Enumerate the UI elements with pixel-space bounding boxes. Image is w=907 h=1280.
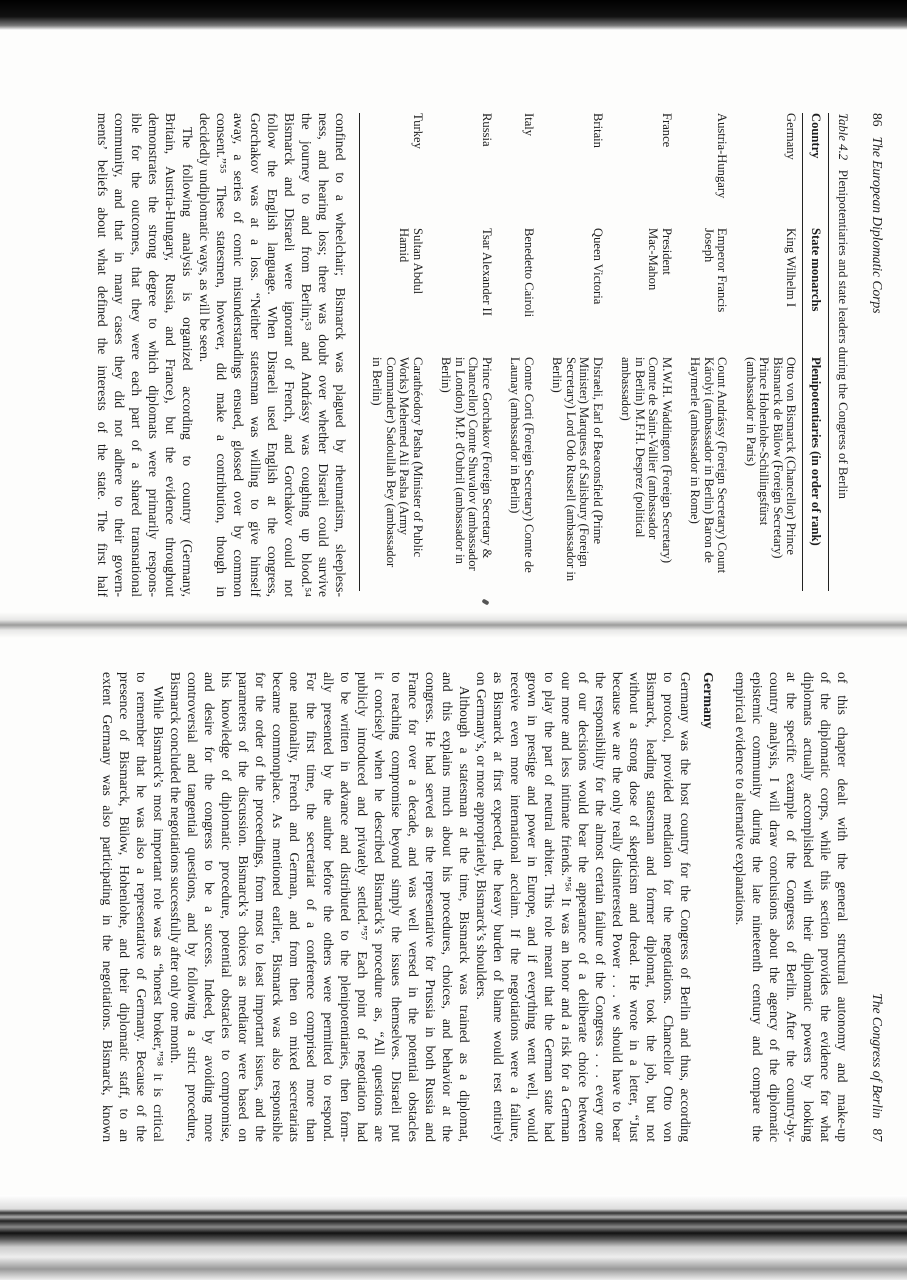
cell-plenipotentiaries	[550, 357, 604, 591]
text-line: ness, and hearing loss; there was doubt over whether Disraeli could survive	[316, 113, 331, 597]
text-line: as Bismarck at first expected, the heavy burden of blame would rest entirely	[491, 672, 506, 1142]
text-line: at the specific example of the Congress of Berlin. After the country-by-	[784, 672, 799, 1142]
paragraph	[732, 672, 851, 1142]
text-line: extent Germany was also participating in the negotiations. Bismarck, known	[100, 672, 115, 1142]
cell-line: Haymerle (ambassador in Rome)	[688, 357, 703, 524]
text-line: For the first time, the secretariat of a conference comprised more than	[304, 672, 319, 1142]
cell-line: Otto von Bismarck (Chancellor) Prince	[784, 357, 799, 555]
text-line: France for over a decade, and was well versed in the potential obstacles	[406, 672, 421, 1142]
text-line: presence of Bismarck, Bülow, Hohenlohe, and their diplomatic staff, to an	[117, 672, 132, 1142]
text-line: grown in prestige and power in Europe, and if everything went well, would	[525, 672, 540, 1142]
cell-line: Queen Victoria	[591, 228, 605, 305]
cell-line: Emperor Francis	[715, 228, 730, 313]
text-line: of this chapter dealt with the general structural autonomy and make-up	[835, 672, 850, 1142]
text-line: Britain, Austria-Hungary, Russia, and France), but the evidence throughout	[163, 113, 178, 597]
text-line: follow the English language. When Disraeli used English at the congress,	[265, 113, 280, 597]
text-line: diplomats actually accomplished with their diplomatic powers by looking	[801, 672, 816, 1142]
cell-plenipotentiaries	[619, 357, 673, 591]
cell-monarch	[508, 228, 535, 357]
plenipotentiaries-table	[359, 113, 829, 591]
section-heading: Germany	[700, 672, 715, 729]
cell-line: Berlin)	[439, 357, 454, 393]
cell-plenipotentiaries	[508, 357, 535, 591]
text-line: confined to a wheelchair; Bismarck was plagued by rheumatism, sleepless-	[333, 113, 348, 597]
text-line: community, and that in many cases they did not adhere to their govern-	[112, 113, 127, 597]
cell-country: Turkey	[411, 113, 425, 149]
table-label: Table 4.2	[836, 113, 850, 161]
cell-plenipotentiaries	[370, 357, 424, 591]
cell-country: Italy	[522, 113, 536, 137]
running-head-title: The European Diplomatic Corps	[870, 136, 885, 314]
text-line: of the diplomatic corps, while this section provides the evidence for what	[818, 672, 833, 1142]
cell-country: Russia	[480, 113, 494, 147]
text-line: the journey to and from Berlin;⁵³ and Andrássy was coughing up blood.⁵⁴	[299, 113, 314, 597]
text-line: away, a series of comic misunderstandings ensued, glossed over by common	[231, 113, 246, 597]
text-line: of our decisions would bear the appearance of a deliberate choice between	[576, 672, 591, 1142]
cell-line: ambassador)	[619, 357, 634, 421]
text-line: Bismarck, leading statesman and former diplomat, took the job, but not	[644, 672, 659, 1142]
text-line: his knowledge of diplomatic procedure, potential obstacles to compromise,	[219, 672, 234, 1142]
paragraph	[99, 672, 167, 1142]
text-line: ally presented by the author before the others were permitted to respond.	[321, 672, 336, 1142]
table-header-rule	[803, 113, 804, 591]
cell-line: Carathéodory Pasha (Minister of Public	[411, 357, 425, 558]
cell-line: Károlyi (ambassador in Berlin) Baron de	[702, 357, 716, 563]
text-line: epistemic community during the late nineteenth century and compare the	[750, 672, 765, 1142]
cell-country: Germany	[784, 113, 799, 160]
text-line: publicly introduced and privately settled.”⁵⁷ Each point of negotiation had	[355, 672, 370, 1142]
cell-plenipotentiaries	[688, 357, 729, 591]
text-line: Although a statesman at the time, Bismarck was trained as a diplomat,	[457, 686, 472, 1142]
text-line: our more and less intimate friends.”⁵⁶ It was an honor and a risk for a German	[559, 672, 574, 1142]
scan-edge-shadow-right	[0, 1195, 907, 1280]
text-line: demonstrates the strong degree to which diplomats were primarily respons-	[146, 113, 161, 597]
cell-line: Prince Gorchakov (Foreign Secretary &	[480, 357, 494, 559]
table-row	[734, 113, 803, 591]
intro-paragraph	[732, 672, 851, 1142]
cell-line: Works) Mehemed Ali Pasha (Army	[397, 357, 412, 536]
left-page-body-text	[94, 113, 349, 597]
cell-country: Austria-Hungary	[715, 113, 730, 199]
paragraph	[167, 672, 473, 1142]
text-line: decidedly undiplomatic ways, as will be seen.	[197, 113, 212, 363]
table-row	[540, 113, 609, 591]
text-line: congress. He had served as the representative for Prussia in both Russia and	[423, 672, 438, 1142]
paragraph	[94, 113, 196, 597]
cell-line: Prince Hohenlohe-Schillingsfürst	[757, 357, 772, 526]
cell-line: Disraeli, Earl of Beaconsfield (Prime	[591, 357, 605, 545]
cell-line: Tsar Alexander II	[480, 228, 494, 316]
paragraph	[473, 672, 694, 1142]
cell-line: Benedetto Cairoli	[522, 228, 536, 318]
table-header-row	[804, 113, 829, 591]
cell-line: Comte Corti (Foreign Secretary) Comte de	[522, 357, 536, 573]
right-page-body-text	[99, 672, 851, 1142]
cell-line: Hamid	[397, 228, 412, 263]
page-number: 87	[870, 1128, 885, 1142]
table-row	[678, 113, 734, 591]
cell-line: Berlin)	[550, 357, 565, 393]
table-row	[429, 113, 498, 591]
text-line: ments’ beliefs about what defined the interests of the state. The first half	[95, 113, 110, 597]
cell-monarch	[550, 228, 604, 357]
cell-monarch	[688, 228, 729, 357]
column-header-monarchs: State monarchs	[809, 228, 823, 312]
cell-line: in Berlin) M.F.H. Desprez (political	[633, 357, 647, 538]
cell-line: President	[660, 228, 674, 275]
text-line: country analysis, I will draw conclusions about the agency of the diplomatic	[767, 672, 782, 1142]
text-line: Bismarck and Disraeli were ignorant of French, and Gorchakov could not	[282, 113, 297, 597]
text-line: controversial and tangential questions, and by following a strict procedure,	[185, 672, 200, 1142]
text-line: to remember that he was also a representative of Germany. Because of the	[134, 672, 149, 1142]
text-line: ible for the outcomes, that they were each part of a shared transnational	[129, 113, 144, 597]
cell-monarch	[619, 228, 673, 357]
text-line: Germany was the host country for the Congress of Berlin and thus, according	[678, 672, 693, 1142]
cell-line: in Berlin)	[370, 357, 385, 406]
cell-line: Mac-Mahon	[646, 228, 661, 291]
cell-monarch	[370, 228, 424, 357]
cell-line: in London) M.P. d'Oubril (ambassador in	[453, 357, 467, 564]
column-header-plenipotentiaries: Plenipotentiaries (in order of rank)	[809, 357, 823, 546]
table-row	[609, 113, 678, 591]
text-line: to reaching compromise beyond simply the issues themselves. Disraeli put	[389, 672, 404, 1142]
cell-line: Joseph	[702, 228, 716, 263]
cell-line: Commander) Sadoullah Bey (ambassador	[384, 357, 398, 568]
cell-line: Secretary) Lord Odo Russell (ambassador in	[564, 357, 578, 582]
text-line: for the order of the proceedings, from most to least important issues, and the	[253, 672, 268, 1142]
text-line: Bismarck concluded the negotiations successfully after only one month.	[168, 672, 183, 1064]
cell-line: Chancellor) Comte Shuvalov (ambassador	[466, 357, 481, 571]
table-row	[498, 113, 540, 591]
cell-line: Comte de Saint-Vallier (ambassador	[646, 357, 661, 540]
text-line: it concisely when he described Bismarck’s procedure as, “All questions are	[372, 672, 387, 1142]
cell-country: France	[660, 113, 674, 148]
text-line: on Germany’s, or more appropriately, Bismarck’s shoulders.	[474, 672, 489, 1000]
table-bottom-rule	[359, 113, 360, 591]
section-paragraphs	[99, 672, 694, 1142]
cell-line: Minister) Marquess of Salisbury (Foreign	[577, 357, 592, 567]
cell-line: Count Andrássy (Foreign Secretary) Count	[715, 357, 730, 574]
cell-country: Britain	[591, 113, 605, 148]
table-caption	[835, 113, 850, 499]
cell-plenipotentiaries	[439, 357, 493, 591]
cell-line: Launay (ambassador in Berlin)	[508, 357, 523, 514]
running-head-title: The Congress of Berlin	[870, 993, 885, 1119]
table-title: Plenipotentiaries and state leaders during the Congress of Berlin	[836, 169, 850, 499]
scan-speck	[481, 599, 489, 606]
book-gutter	[0, 612, 907, 638]
table-row	[360, 113, 429, 591]
left-running-head	[869, 113, 885, 314]
cell-line: Bismarck de Bülow (Foreign Secretary)	[771, 357, 785, 559]
text-line: to protocol, provided mediation for the negotiations. Chancellor Otto von	[661, 672, 676, 1142]
text-line: and this explains much about his procedures, choices, and behavior at the	[440, 672, 455, 1142]
text-line: the responsibility for the almost certain failure of the Congress . . . every one	[593, 672, 608, 1142]
text-line: Gorchakov was at a loss. “Neither statesman was willing to give himself	[248, 113, 263, 597]
text-line: and desire for the congress to be a success. Indeed, by avoiding more	[202, 672, 217, 1142]
scan-edge-shadow	[0, 0, 907, 30]
column-header-country: Country	[809, 113, 823, 159]
text-line: became commonplace. As mentioned earlier, Bismarck was also responsible	[270, 672, 285, 1142]
paragraph	[196, 113, 349, 597]
cell-line: (ambassador in Paris)	[744, 357, 758, 467]
cell-plenipotentiaries	[744, 357, 798, 591]
text-line: to be written in advance and distributed to the plenipotentiaries, then form-	[338, 672, 353, 1142]
cell-monarch	[439, 228, 493, 357]
page-number: 86	[870, 113, 885, 127]
cell-line: King Wilhelm I	[784, 228, 799, 308]
text-line: without a strong dose of skepticism and dread. He wrote in a letter, “Just	[627, 672, 642, 1142]
table-body	[360, 113, 803, 591]
text-line: one nationality, French and German, and from then on mixed secretariats	[287, 672, 302, 1142]
cell-line: M.W.H. Waddington (Foreign Secretary)	[660, 357, 674, 564]
right-running-head	[869, 672, 885, 1142]
cell-line: Sultan Abdul	[411, 228, 425, 295]
text-line: parameters of the discussion. Bismarck’s choices as mediator were based on	[236, 672, 251, 1142]
table-top-rule	[828, 113, 829, 591]
text-line: receive even more international acclaim. If the negotiations were a failure,	[508, 672, 523, 1142]
text-line: While Bismarck’s most important role was as “honest broker,”⁵⁸ it is critical	[151, 686, 166, 1142]
text-line: to play the part of neutral arbiter. This role meant that the German state had	[542, 672, 557, 1142]
text-line: The following analysis is organized according to country (Germany,	[180, 127, 195, 597]
text-line: because we are the only really disinterested Power . . . we should have to bear	[610, 672, 625, 1142]
cell-monarch	[744, 228, 798, 357]
text-line: empirical evidence to alternative explanations.	[733, 672, 748, 926]
text-line: consent.”⁵⁵ These statesmen, however, did make a contribution, though in	[214, 113, 229, 597]
